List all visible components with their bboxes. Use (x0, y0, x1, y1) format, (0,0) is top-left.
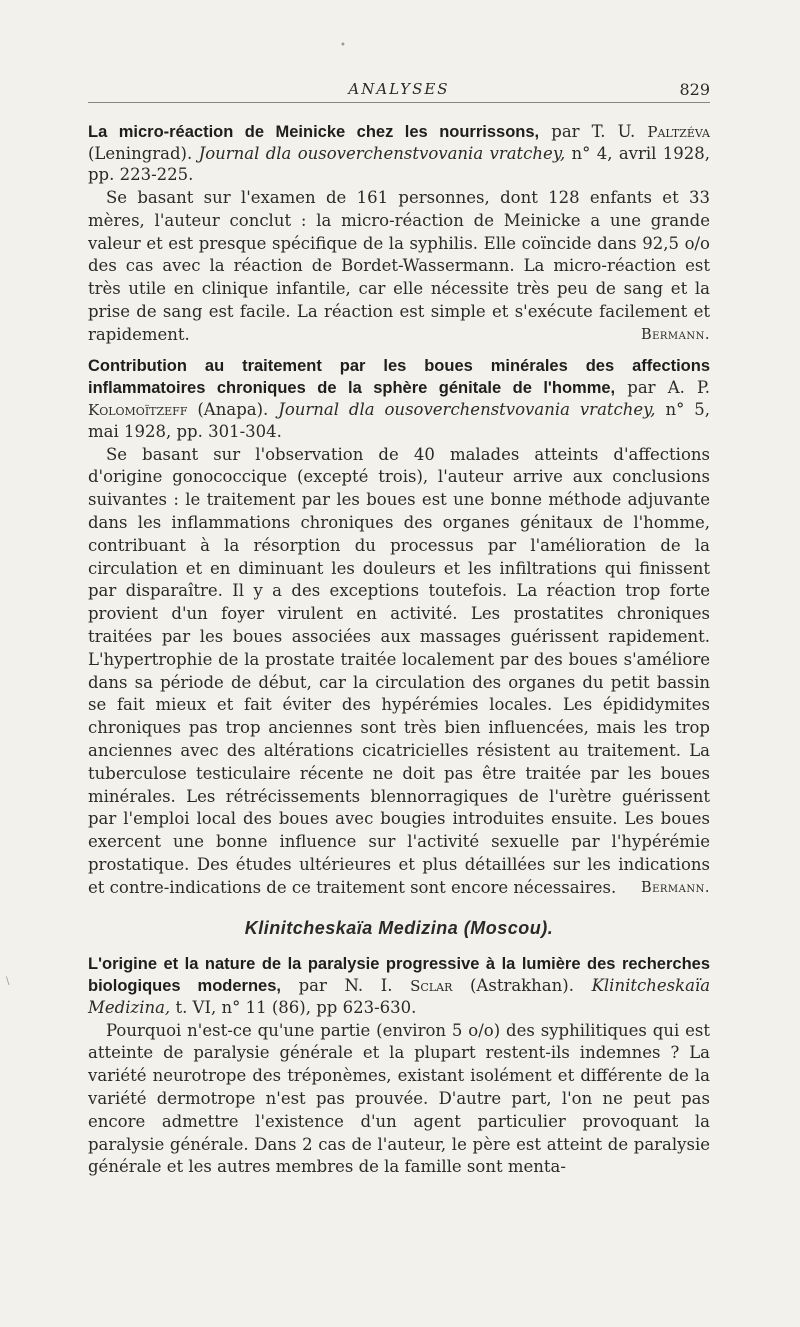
article-author: Paltzéva (647, 123, 710, 141)
article-boues (88, 355, 710, 900)
running-head (88, 78, 710, 103)
article-title: La micro-réaction de Meinicke chez les nourrissons, (88, 123, 540, 141)
page (88, 78, 710, 1187)
article-journal: Klinitcheskaïa Medizina, (88, 975, 711, 1017)
article-body: Pourquoi n'est-ce qu'une partie (environ 5 o/o) des syphilitiques qui est atteinte de paralysie générale et la plupart restent-ils indemnes ? La variété neurotrope des tréponèmes, existant isolément et différente de la variété dermotrope n'est pas prouvée. D'autre part, l'on ne peut pas encore admettre l'existence d'un agent particulier provoquant la paralysie générale. Dans 2 cas de l'auteur, le père est atteint de paralysie générale et les autres membres de la famille sont menta- (88, 1020, 710, 1177)
article-author: Kolomoïtzeff (88, 400, 188, 419)
article-heading (88, 355, 710, 442)
article-paralysie (88, 953, 710, 1180)
article-signature: Bermann. (640, 879, 710, 896)
article-reference: t. VI, n° 11 (86), pp 623-630. (175, 997, 417, 1017)
article-body (88, 444, 710, 900)
article-by: par T. U. (551, 122, 636, 141)
article-place: (Astrakhan). (470, 975, 574, 995)
article-place: (Leningrad). (88, 144, 193, 163)
running-title: ANALYSES (348, 80, 450, 98)
article-by: par A. P. (627, 377, 710, 397)
article-title: L'origine et la nature de la paralysie progressive à la lumière des recherches biologiques modernes, (88, 954, 710, 995)
article-title: Contribution au traitement par les boues minérales des affections inflammatoires chroniques de la sphère génitale de l'homme, (88, 356, 710, 397)
article-signature: Bermann. (640, 326, 710, 343)
article-body (88, 187, 710, 347)
article-by: par N. I. (298, 975, 393, 995)
article-heading (88, 953, 710, 1018)
article-place: (Anapa). (197, 399, 269, 419)
article-body-text: Se basant sur l'examen de 161 personnes, dont 128 enfants et 33 mères, l'auteur conclut : la micro-réaction de Meinicke a une grande valeur et est presque spécifique de la syphilis. Elle coïncide dans 92,5 o/o des cas avec la réaction de Bordet-Wassermann. La micro-réaction est très utile en clinique infantile, car elle nécessite très peu de sang et la prise de sang est facile. La réaction est simple et s'exécute facilement et rapidement. (88, 188, 710, 344)
article-journal: Journal dla ousoverchenstvovania vratchey, (198, 144, 566, 163)
article-reference: n° 5, mai 1928, pp. 301-304. (88, 399, 710, 441)
article-journal: Journal dla ousoverchenstvovania vratchey, (278, 399, 656, 419)
print-speck: \ (6, 976, 10, 987)
article-author: Sclar (410, 976, 453, 995)
article-meinicke (88, 121, 710, 347)
article-reference: n° 4, avril 1928, pp. 223-225. (88, 144, 711, 184)
print-speck: • (340, 40, 346, 51)
page-number: 829 (679, 80, 710, 99)
article-heading (88, 121, 710, 185)
section-title: Klinitcheskaïa Medizina (Moscou). (244, 917, 554, 938)
article-body-text: Se basant sur l'observation de 40 malades atteints d'affections d'origine gonococcique (excepté trois), l'auteur arrive aux conclusions suivantes : le traitement par les boues est une bonne méthode adjuvante dans les inflammations chroniques des organes génitaux de l'homme, contribuant à la résorption du processus par l'amélioration de la circulation et en diminuant les douleurs et les infiltrations qui finissent par disparaître. Il y a des exceptions toutefois. La réaction trop forte provient d'un foyer virulent en activité. Les prostatites chroniques traitées par les boues associées aux massages guérissent rapidement. L'hypertrophie de la prostate traitée localement par des boues s'améliore dans sa période de début, car la circulation des organes du petit bassin se fait mieux et fait éviter des hypérémies locales. Les épididymites chroniques pas trop anciennes sont très bien influencées, mais les trop anciennes avec des altérations cicatricielles résistent au traitement. La tuberculose testiculaire récente ne doit pas être traitée par les boues minérales. Les rétrécissements blennorragiques de l'urètre guérissent par l'emploi local des boues avec bougies introduites ensuite. Les boues exercent une bonne influence sur l'activité sexuelle par l'hypérémie prostatique. Des études ultérieures et plus détaillées sur les indications et contre-indications de ce traitement sont encore nécessaires. (88, 444, 710, 897)
